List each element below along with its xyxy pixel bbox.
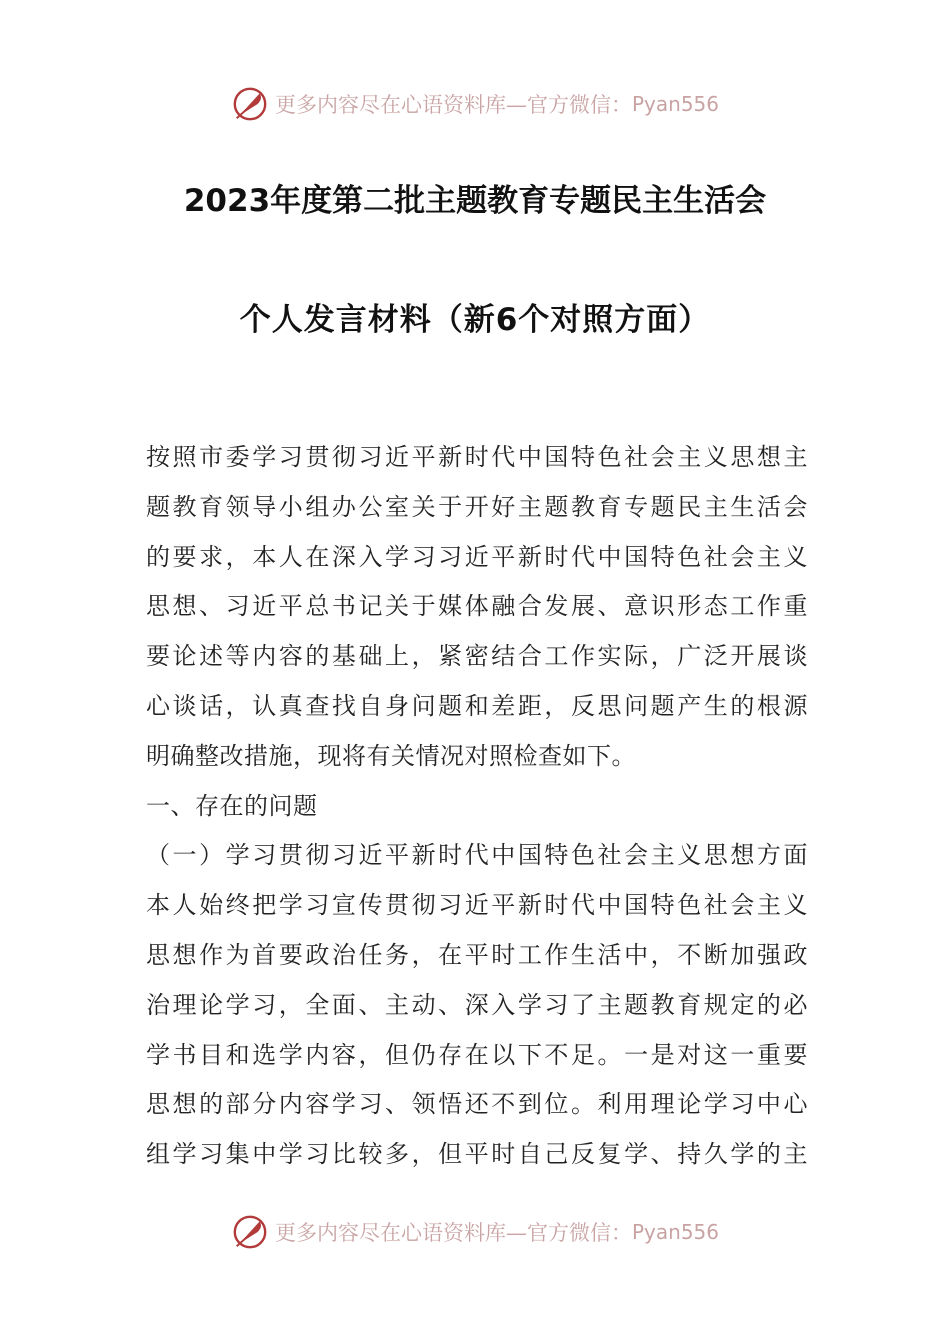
body-line: 思想的部分内容学习、领悟还不到位。利用理论学习中心 — [146, 1090, 808, 1119]
body-line: 思想、习近平总书记关于媒体融合发展、意识形态工作重 — [146, 592, 808, 621]
section-heading: 一、存在的问题 — [146, 791, 318, 820]
body-line: 学书目和选学内容，但仍存在以下不足。一是对这一重要 — [146, 1040, 808, 1069]
body-line: 心谈话，认真查找自身问题和差距，反思问题产生的根源 — [146, 691, 808, 720]
body-line: 本人始终把学习宣传贯彻习近平新时代中国特色社会主义 — [146, 891, 808, 920]
body-line: 组学习集中学习比较多，但平时自己反复学、持久学的主 — [146, 1140, 808, 1169]
document-title-line-2: 个人发言材料（新6个对照方面） — [239, 302, 711, 338]
watermark-text: 更多内容尽在心语资料库—官方微信： — [274, 1221, 632, 1245]
body-line: 明确整改措施，现将有关情况对照检查如下。 — [146, 741, 636, 770]
body-line: 思想作为首要政治任务，在平时工作生活中，不断加强政 — [146, 940, 808, 969]
watermark-wechat-id: Pyan556 — [631, 92, 719, 116]
quill-logo-icon — [231, 1213, 269, 1251]
body-line: 题教育领导小组办公室关于开好主题教育专题民主生活会 — [146, 492, 808, 521]
quill-logo-icon — [231, 85, 269, 123]
watermark-header — [0, 84, 950, 124]
watermark-text: 更多内容尽在心语资料库—官方微信： — [274, 93, 632, 117]
document-title-line-1: 2023年度第二批主题教育专题民主生活会 — [183, 183, 767, 219]
body-line: 的要求，本人在深入学习习近平新时代中国特色社会主义 — [146, 542, 808, 571]
body-line: 治理论学习，全面、主动、深入学习了主题教育规定的必 — [146, 990, 808, 1019]
body-line: 要论述等内容的基础上，紧密结合工作实际，广泛开展谈 — [146, 642, 808, 671]
watermark-wechat-id: Pyan556 — [631, 1220, 719, 1244]
body-line: 按照市委学习贯彻习近平新时代中国特色社会主义思想主 — [146, 443, 808, 471]
document-body — [146, 433, 808, 1180]
watermark-footer — [0, 1212, 950, 1252]
subsection-heading: （一）学习贯彻习近平新时代中国特色社会主义思想方面 — [146, 841, 808, 870]
